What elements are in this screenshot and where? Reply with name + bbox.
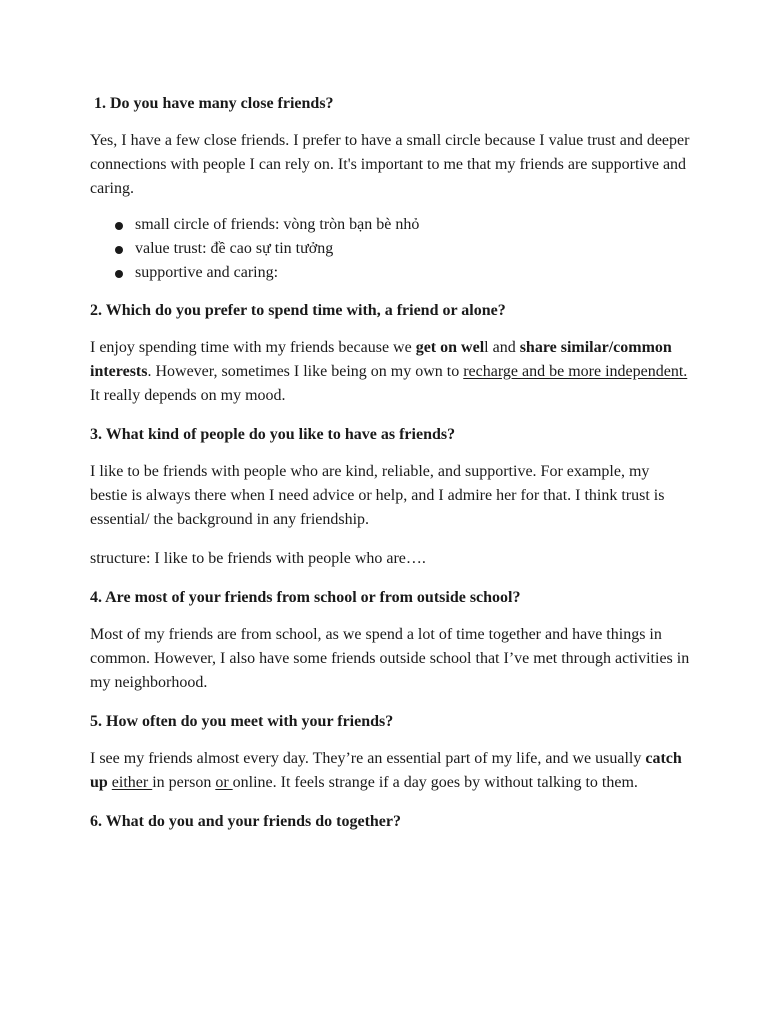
answer-5-underlined-word: either [111,774,153,791]
answer-5-underlined-word: or [215,774,233,791]
answer-5-text: online. It feels strange if a day goes by without talking to them. [232,774,638,791]
structure-note: structure: I like to be friends with people who are…. [90,550,426,567]
question-6-heading: 6. What do you and your friends do together? [90,813,401,830]
answer-5-bold-phrase: catch up [90,750,682,791]
answer-1-paragraph: Yes, I have a few close friends. I prefer to have a small circle because I value trust and deeper connections with people I can rely on. It's important to me that my friends are supportive and caring. [90,132,690,197]
question-5-heading: 5. How often do you meet with your friends? [90,713,394,730]
answer-2-text: It really depends on my mood. [90,387,286,404]
vocab-item: value trust: đề cao sự tin tưởng [90,237,690,261]
answer-3-paragraph: I like to be friends with people who are kind, reliable, and supportive. For example, my bestie is always there when I need advice or help, and I admire her for that. I think trust is essential/ the background in any friendship. [90,463,665,528]
question-2-heading: 2. Which do you prefer to spend time with, a friend or alone? [90,302,506,319]
answer-4-paragraph: Most of my friends are from school, as we spend a lot of time together and have things in common. However, I also have some friends outside school that I’ve met through activities in my neighborhood. [90,626,690,691]
answer-5-text: in person [152,774,216,791]
question-4-heading: 4. Are most of your friends from school or from outside school? [90,589,521,606]
answer-5-text: I see my friends almost every day. They’re an essential part of my life, and we usually [90,750,646,767]
answer-2-paragraph [90,336,690,408]
answer-2-bold-phrase: share similar/common interests [90,339,672,380]
question-3-heading: 3. What kind of people do you like to have as friends? [90,426,456,443]
answer-2-text: l and [484,339,520,356]
answer-5-paragraph [90,747,690,795]
vocab-item: supportive and caring: [90,261,690,285]
question-1-heading: 1. Do you have many close friends? [94,95,334,112]
answer-2-bold-phrase: get on wel [415,339,485,356]
vocab-item: small circle of friends: vòng tròn bạn bè nhỏ [90,213,690,237]
document-page [90,92,690,847]
answer-2-text: I enjoy spending time with my friends because we [90,339,416,356]
answer-2-text: . However, sometimes I like being on my own to [147,363,464,380]
vocab-list [90,213,690,285]
answer-2-underlined-phrase: recharge and be more independent. [463,363,688,380]
